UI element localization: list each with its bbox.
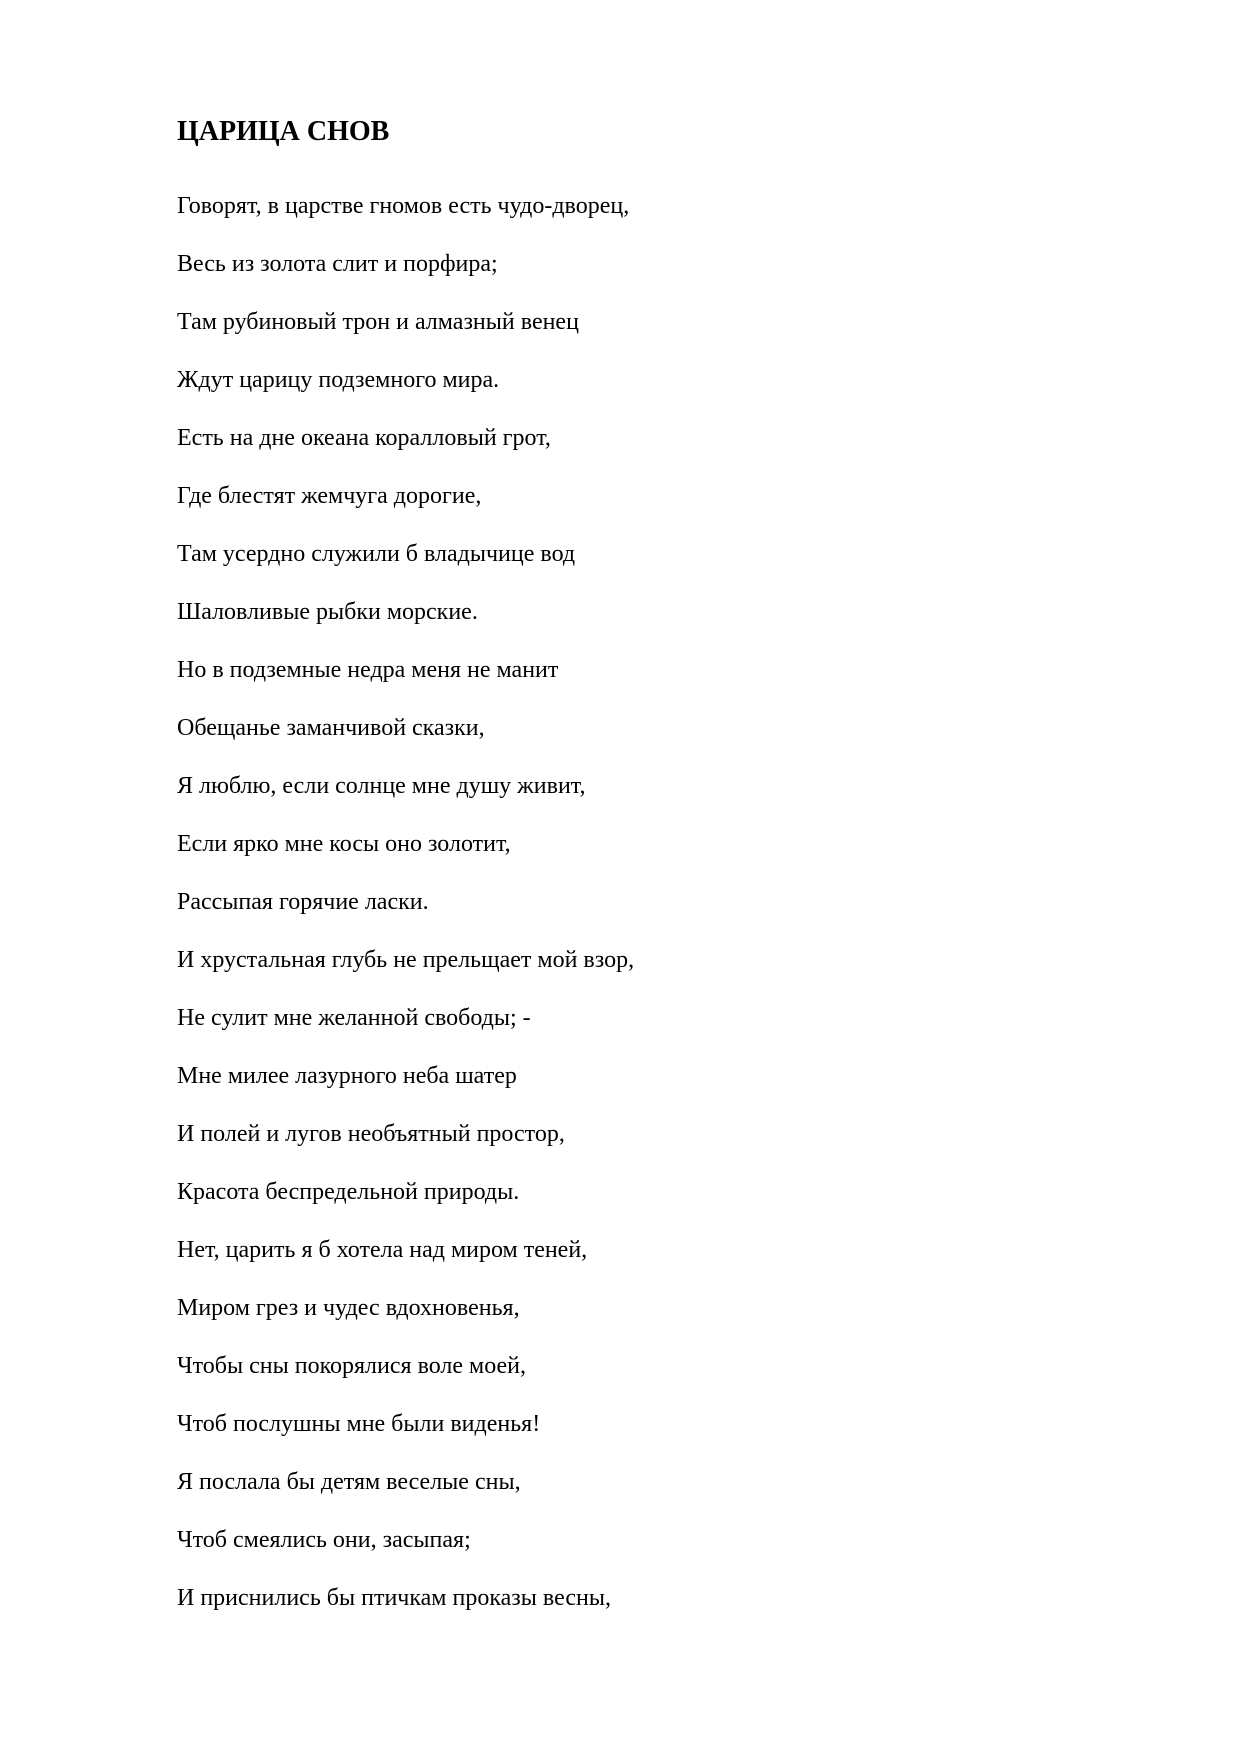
- poem-body: [177, 177, 634, 1627]
- poem-line: Весь из золота слит и порфира;: [177, 251, 498, 277]
- poem-title: ЦАРИЦА СНОВ: [177, 116, 390, 147]
- poem-line: Я послала бы детям веселые сны,: [177, 1469, 521, 1495]
- poem-line: И приснились бы птичкам проказы весны,: [177, 1585, 611, 1611]
- poem-line: Я люблю, если солнце мне душу живит,: [177, 773, 586, 799]
- poem-line: Мне милее лазурного неба шатер: [177, 1063, 517, 1089]
- poem-line: Чтоб послушны мне были виденья!: [177, 1411, 541, 1437]
- poem-line: Нет, царить я б хотела над миром теней,: [177, 1237, 588, 1263]
- poem-line: Чтоб смеялись они, засыпая;: [177, 1527, 471, 1553]
- poem-line: Красота беспредельной природы.: [177, 1179, 520, 1205]
- poem-line: Обещанье заманчивой сказки,: [177, 715, 485, 741]
- poem-line: И полей и лугов необъятный простор,: [177, 1121, 565, 1147]
- poem-line: Ждут царицу подземного мира.: [177, 367, 500, 393]
- poem-line: Если ярко мне косы оно золотит,: [177, 831, 511, 857]
- poem-line: Там рубиновый трон и алмазный венец: [177, 309, 579, 335]
- poem-line: Говорят, в царстве гномов есть чудо-дворец,: [177, 193, 630, 219]
- poem-line: Не сулит мне желанной свободы; -: [177, 1005, 531, 1031]
- poem-line: Рассыпая горячие ласки.: [177, 889, 429, 915]
- poem-line: Там усердно служили б владычице вод: [177, 541, 576, 567]
- poem-line: Чтобы сны покорялися воле моей,: [177, 1353, 527, 1379]
- poem-line: Миром грез и чудес вдохновенья,: [177, 1295, 520, 1321]
- poem-line: Шаловливые рыбки морские.: [177, 599, 478, 625]
- poem-line: И хрустальная глубь не прельщает мой взор,: [177, 947, 635, 973]
- poem-line: Где блестят жемчуга дорогие,: [177, 483, 482, 509]
- poem-line: Есть на дне океана коралловый грот,: [177, 425, 551, 451]
- poem-line: Но в подземные недра меня не манит: [177, 657, 559, 683]
